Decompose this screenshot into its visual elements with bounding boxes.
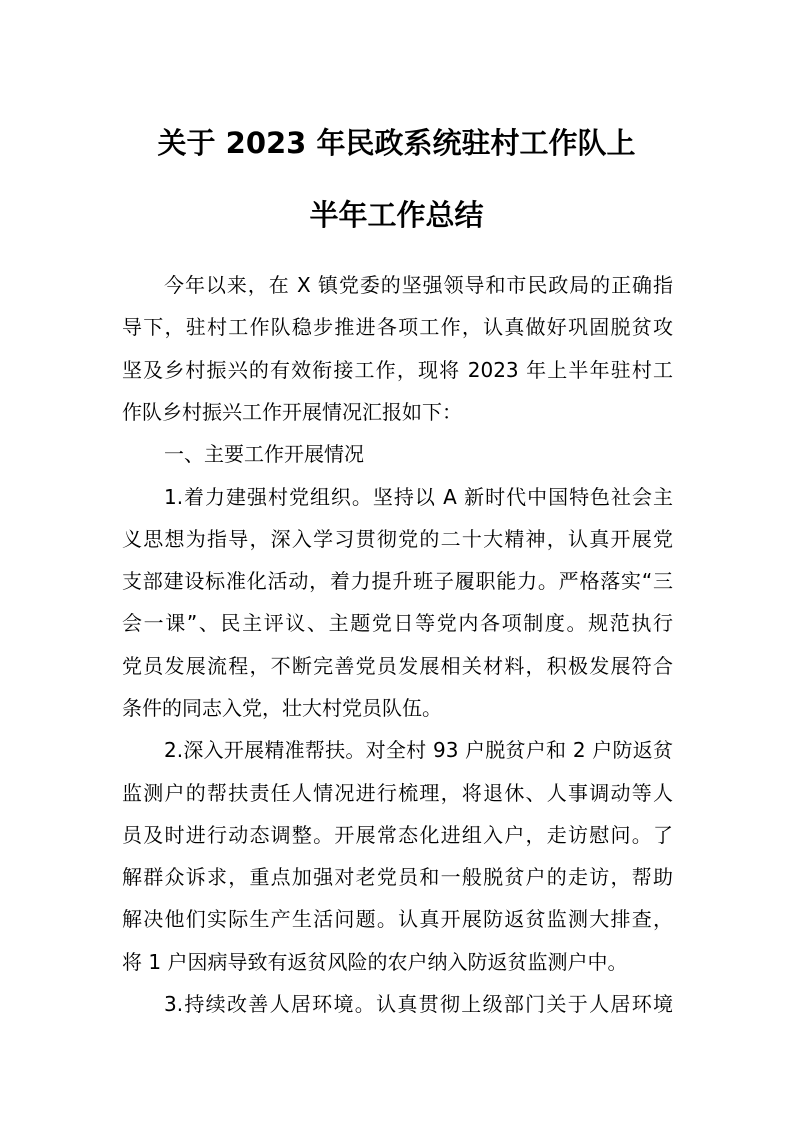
section-heading: 一、主要工作开展情况 xyxy=(164,442,364,466)
body-line: 会一课”、民主评议、主题党日等党内各项制度。规范执行 xyxy=(122,611,673,635)
body-line: 解决他们实际生产生活问题。认真开展防返贫监测大排查， xyxy=(122,907,673,931)
body-line: 导下，驻村工作队稳步推进各项工作，认真做好巩固脱贫攻 xyxy=(122,315,673,339)
body-line: 3.持续改善人居环境。认真贯彻上级部门关于人居环境 xyxy=(164,992,673,1016)
body-line: 1.着力建强村党组织。坚持以 A 新时代中国特色社会主 xyxy=(164,485,673,509)
body-line: 员及时进行动态调整。开展常态化进组入户，走访慰问。了 xyxy=(122,823,673,847)
body-line: 义思想为指导，深入学习贯彻党的二十大精神，认真开展党 xyxy=(122,527,673,551)
body-line: 支部建设标准化活动，着力提升班子履职能力。严格落实“三 xyxy=(122,569,673,593)
body-line: 将 1 户因病导致有返贫风险的农户纳入防返贫监测户中。 xyxy=(122,950,628,974)
body-line: 2.深入开展精准帮扶。对全村 93 户脱贫户和 2 户防返贫 xyxy=(164,738,673,762)
body-line: 条件的同志入党，壮大村党员队伍。 xyxy=(122,696,442,720)
body-line: 作队乡村振兴工作开展情况汇报如下： xyxy=(122,400,462,424)
body-line: 今年以来，在 X 镇党委的坚强领导和市民政局的正确指 xyxy=(164,273,673,297)
body-line: 监测户的帮扶责任人情况进行梳理，将退休、人事调动等人 xyxy=(122,781,673,805)
body-line: 解群众诉求，重点加强对老党员和一般脱贫户的走访，帮助 xyxy=(122,865,673,889)
body-line: 党员发展流程，不断完善党员发展相关材料，积极发展符合 xyxy=(122,654,673,678)
body-line: 坚及乡村振兴的有效衔接工作，现将 2023 年上半年驻村工 xyxy=(122,358,673,382)
document-title-line-2: 半年工作总结 xyxy=(309,198,484,232)
document-title-line-1: 关于 2023 年民政系统驻村工作队上 xyxy=(157,126,636,160)
